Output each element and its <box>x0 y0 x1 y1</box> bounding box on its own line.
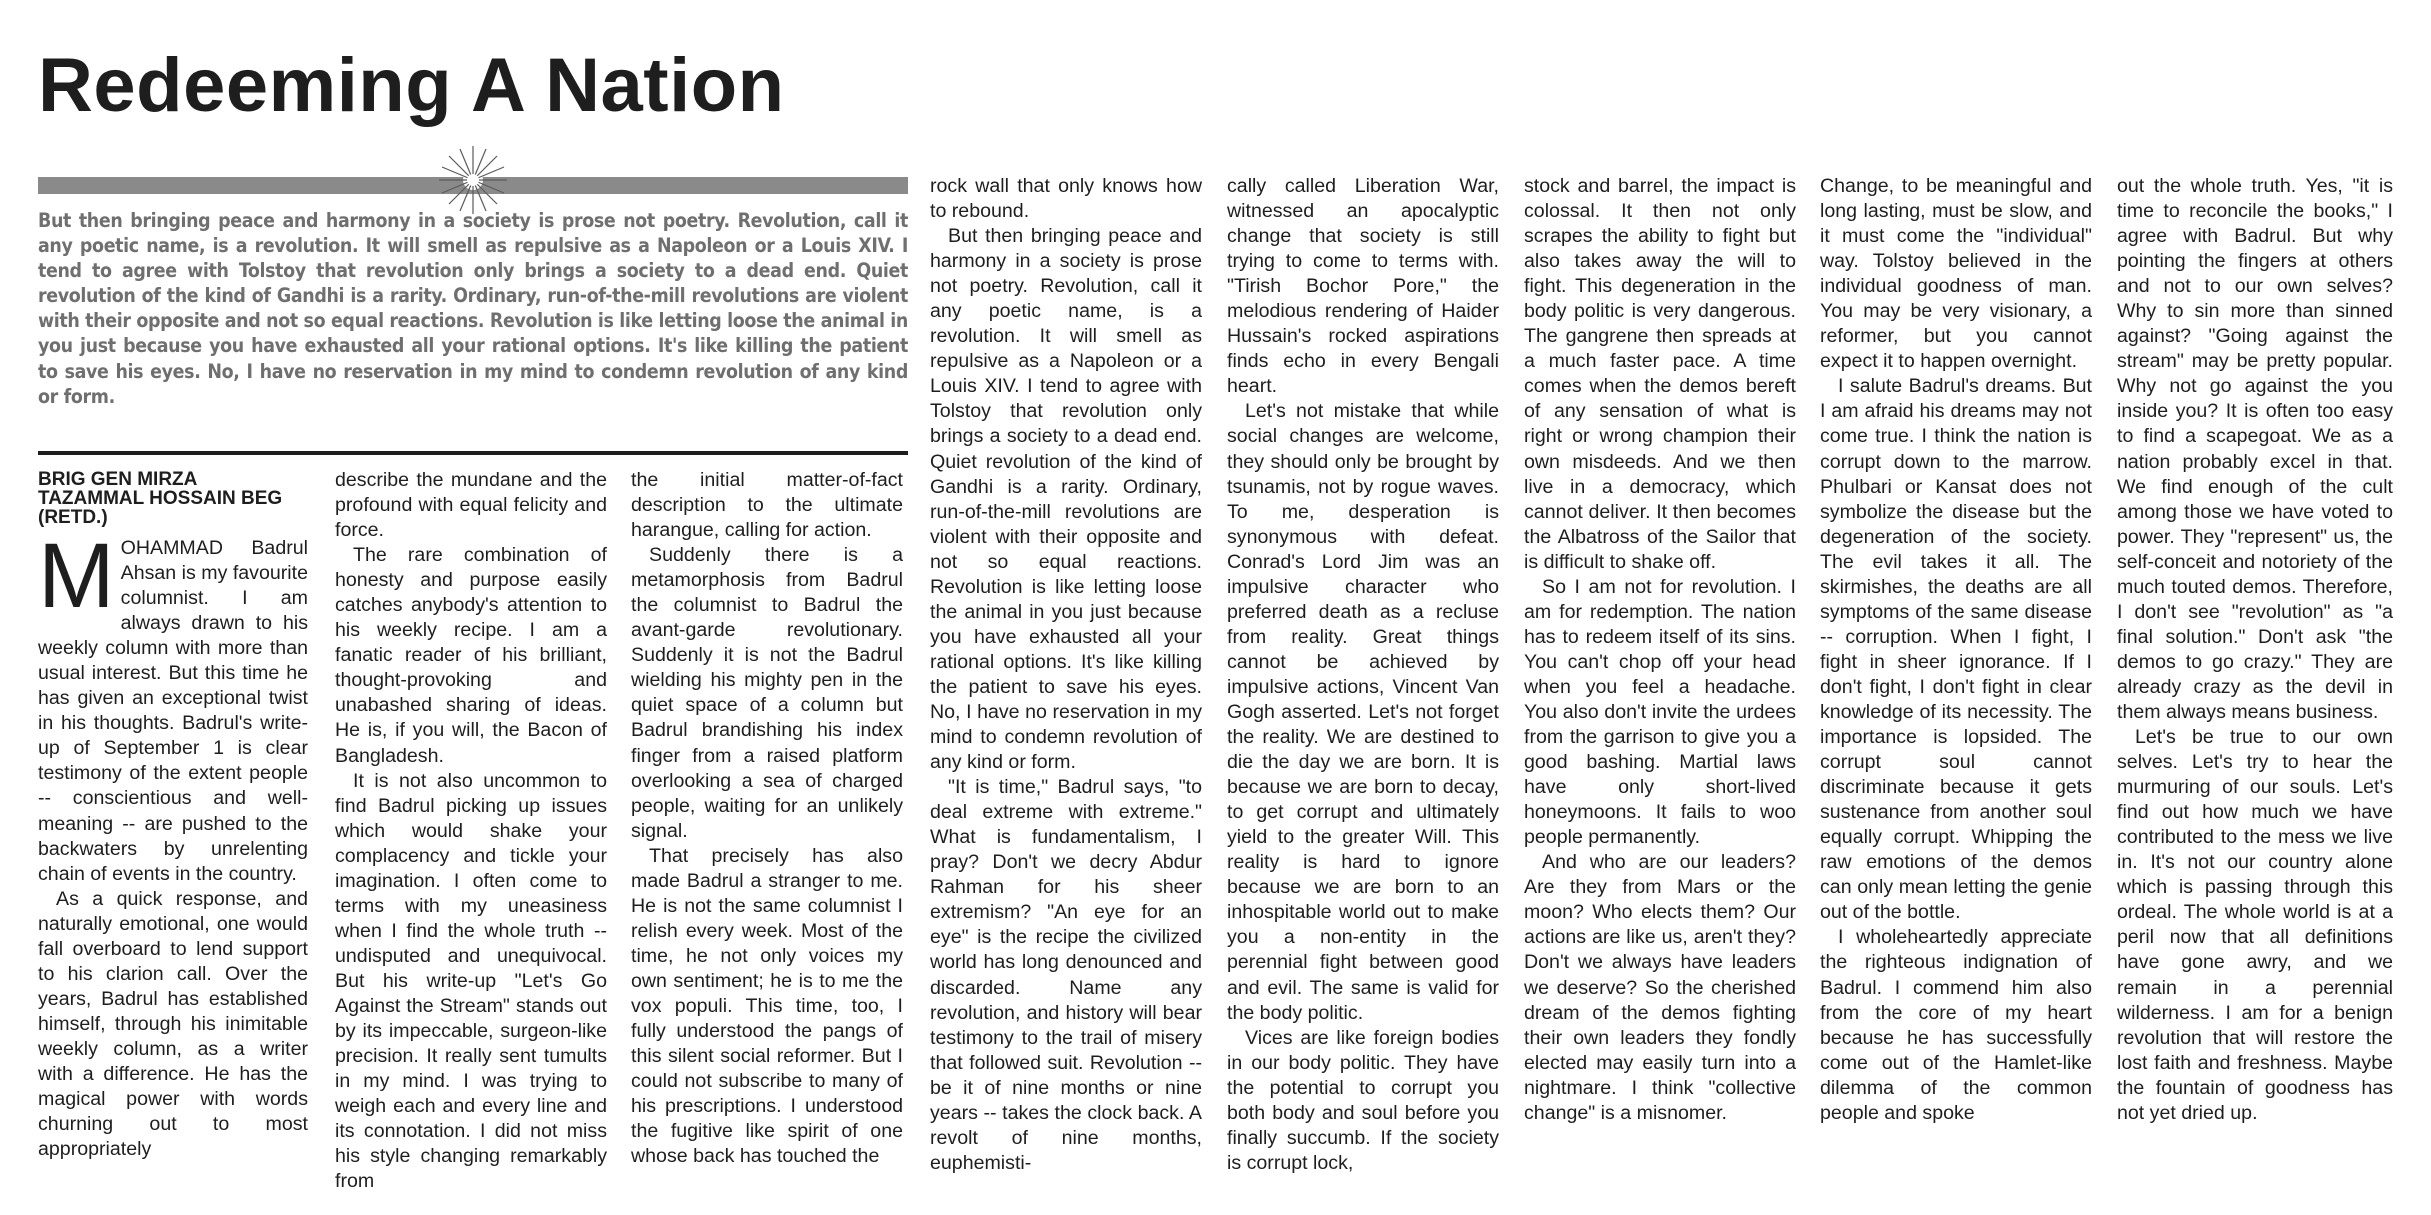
column-4-paragraph-1: rock wall that only knows how to rebound. <box>930 175 1202 223</box>
pull-quote-rule <box>38 451 908 455</box>
article-column-3 <box>631 468 903 1169</box>
article-column-7 <box>1820 174 2092 1126</box>
column-1-paragraph-2: As a quick response, and naturally emotional, one would fall overboard to lend support to his clarion call. Over the years, Badrul has established himself, through his inimitable weekly column, as a writer with a difference. He has the magical power with words churning out to most appropriately <box>38 887 308 1161</box>
column-7-paragraph-3: I wholeheartedly appreciate the righteous indignation of Badrul. I commend him also from the core of my heart because he has successfully come out of the Hamlet-like dilemma of the common people and spoke <box>1820 926 2092 1124</box>
article-column-2 <box>335 468 607 1194</box>
column-3-paragraph-3: That precisely has also made Badrul a stranger to me. He is not the same columnist I relish every week. Most of the time, he not only voices my own sentiment; he is to me the vox populi. This time, too, I fully understood the pangs of this silent social reformer. But I could not subscribe to many of his prescriptions. I understood the fugitive like spirit of one whose back has touched the <box>631 844 903 1168</box>
column-7-paragraph-1: Change, to be meaningful and long lasting, must be slow, and it must come the "individual" way. Tolstoy believed in the individual goodness of man. You may be very visionary, a reformer, but you cannot expect it to happen overnight. <box>1820 175 2092 373</box>
column-1-paragraph-1-text: OHAMMAD Badrul Ahsan is my favourite columnist. I am always drawn to his weekly column with more than usual interest. But this time he has given an exceptional twist in his thoughts. Badrul's write-up of September 1 is clear testimony of the extent people -- conscientious and well-meaning -- are pushed to the backwaters by unrelenting chain of events in the country. <box>38 537 308 885</box>
starburst-icon <box>437 144 509 216</box>
column-8-paragraph-2: Let's be true to our own selves. Let's try to hear the murmuring of our souls. Let's find out how much we have contributed to the mess we live in. It's not our country alone which is passing through this ordeal. The whole world is at a peril now that all definitions have gone awry, and we remain in a perennial wilderness. I am for a benign revolution that will restore the lost faith and freshness. Maybe the fountain of goodness has not yet dried up. <box>2117 726 2393 1124</box>
column-3-paragraph-1: the initial matter-of-fact description to the ultimate harangue, calling for action. <box>631 469 903 542</box>
headline: Redeeming A Nation <box>38 43 785 128</box>
byline <box>38 470 323 527</box>
article-column-4 <box>930 174 1202 1176</box>
article-column-6 <box>1524 174 1796 1126</box>
column-4-paragraph-2: But then bringing peace and harmony in a society is prose not poetry. Revolution, call it any poetic name, is a revolution. It will smell as repulsive as a Napoleon or a Louis XIV. I tend to agree with Tolstoy that revolution only brings a society to a dead end. Quiet revolution of the kind of Gandhi is a rarity. Ordinary, run-of-the-mill revolutions are violent with their opposite and not so equal reactions. Revolution is like letting loose the animal in you just because you have exhausted all your rational options. It's like killing the patient to save his eyes. No, I have no reservation in my mind to condemn revolution of any kind or form. <box>930 225 1202 774</box>
column-5-paragraph-1: cally called Liberation War, witnessed an apocalyptic change that society is still trying to come to terms with. "Tirish Bochor Pore," the melodious rendering of Haider Hussain's rocked aspirations finds echo in every Bengali heart. <box>1227 175 1499 398</box>
article-column-8 <box>2117 174 2393 1126</box>
article-column-5 <box>1227 174 1499 1176</box>
column-8-paragraph-1: out the whole truth. Yes, "it is time to reconcile the books," I agree with Badrul. But why pointing the fingers at others and not to our own selves? Why to sin more than sinned against? "Going against the stream" may be pretty popular. Why not go against the you inside you? It is often too easy to find a scapegoat. We as a nation probably excel in that. We find enough of the cult among those we have voted to power. They "represent" us, the self-conceit and notoriety of the much touted demos. Therefore, I don't see "revolution" as "a final solution." Don't ask "the demos to go crazy." They are already crazy as the devil in them always means business. <box>2117 175 2393 723</box>
column-6-paragraph-2: So I am not for revolution. I am for redemption. The nation has to redeem itself of its sins. You can't chop off your head when you feel a headache. You also don't invite the urdees from the garrison to give you a good bashing. Martial laws have only short-lived honeymoons. It fails to woo people permanently. <box>1524 575 1796 849</box>
drop-cap: M <box>38 525 115 627</box>
column-2-paragraph-3: It is not also uncommon to find Badrul picking up issues which would shake your complacency and tickle your imagination. I often come to terms with my uneasiness when I find the whole truth -- undisputed and unequivocal. But his write-up "Let's Go Against the Stream" stands out by its impeccable, surgeon-like precision. It really sent tumults in my mind. I was trying to weigh each and every line and its connotation. I did not miss his style changing remarkably from <box>335 769 607 1193</box>
column-3-paragraph-2: Suddenly there is a metamorphosis from Badrul the columnist to Badrul the avant-garde revolutionary. Suddenly it is not the Badrul wielding his mighty pen in the quiet space of a column but Badrul brandishing his index finger from a raised platform overlooking a sea of charged people, waiting for an unlikely signal. <box>631 544 903 842</box>
pull-quote: But then bringing peace and harmony in a society is prose not poetry. Revolution, call it any poetic name, is a revolution. It will smell as repulsive as a Napoleon or a Louis XIV. I tend to agree with Tolstoy that revolution only brings a society to a dead end. Quiet revolution of the kind of Gandhi is a rarity. Ordinary, run-of-the-mill revolutions are violent with their opposite and not so equal reactions. Revolution is like letting loose the animal in you just because you have exhausted all your rational options. It's like killing the patient to save his eyes. No, I have no reservation in my mind to condemn revolution of any kind or form. <box>38 209 908 408</box>
column-5-paragraph-2: Let's not mistake that while social changes are welcome, they should only be brought by tsunamis, not by rogue waves. To me, desperation is synonymous with defeat. Conrad's Lord Jim was an impulsive character who preferred death as a recluse from reality. Great things cannot be achieved by impulsive actions, Vincent Van Gogh asserted. Let's not forget the reality. We are destined to die the day we are born. It is because we are born to decay, to get corrupt and ultimately yield to the greater Will. This reality is hard to ignore because we are born to an inhospitable world out to make you a non-entity in the perennial fight between good and evil. The same is valid for the body politic. <box>1227 400 1499 1024</box>
column-7-paragraph-2: I salute Badrul's dreams. But I am afraid his dreams may not come true. I think the nation is corrupt down to the marrow. Phulbari or Kansat does not symbolize the disease but the degeneration of the society. The evil takes it all. The skirmishes, the deaths are all symptoms of the same disease -- corruption. When I fight, I fight in sheer ignorance. If I don't fight, I don't fight in clear knowledge of its necessity. The importance is lopsided. The corrupt soul cannot discriminate because it gets sustenance from another soul equally corrupt. Whipping the raw emotions of the demos can only mean letting the genie out of the bottle. <box>1820 375 2092 924</box>
column-2-paragraph-2: The rare combination of honesty and purpose easily catches anybody's attention to his weekly recipe. I am a fanatic reader of his brilliant, thought-provoking and unabashed sharing of ideas. He is, if you will, the Bacon of Bangladesh. <box>335 544 607 767</box>
byline-line-3: (RETD.) <box>38 507 108 528</box>
column-6-paragraph-3: And who are our leaders? Are they from Mars or the moon? Who elects them? Our actions are like us, aren't they? Don't we always have leaders we deserve? So the cherished dream of the demos fighting their own leaders they fondly elected may easily turn into a nightmare. I think "collective change" is a misnomer. <box>1524 851 1796 1124</box>
byline-line-1: BRIG GEN MIRZA <box>38 469 198 490</box>
column-1-paragraph-1 <box>38 525 308 887</box>
column-4-paragraph-3: "It is time," Badrul says, "to deal extreme with extreme." What is fundamentalism, I pray? Don't we decry Abdur Rahman for his sheer extremism? "An eye for an eye" is the recipe the civilized world has long denounced and discarded. Name any revolution, and history will bear testimony to the trail of misery that followed suit. Revolution -- be it of nine months or nine years -- takes the clock back. A revolt of nine months, euphemisti- <box>930 776 1202 1174</box>
byline-line-2: TAZAMMAL HOSSAIN BEG <box>38 488 283 509</box>
column-5-paragraph-3: Vices are like foreign bodies in our body politic. They have the potential to corrupt you both body and soul before you finally succumb. If the society is corrupt lock, <box>1227 1026 1499 1174</box>
article-column-1 <box>38 525 308 1162</box>
column-6-paragraph-1: stock and barrel, the impact is colossal. It then not only scrapes the ability to fight but also takes away the will to fight. This degeneration in the body politic is very dangerous. The gangrene then spreads at a much faster pace. A time comes when the demos bereft of any sensation of what is right or wrong champion their own misdeeds. And we then live in a democracy, which cannot deliver. It then becomes the Albatross of the Sailor that is difficult to shake off. <box>1524 175 1796 573</box>
column-2-paragraph-1: describe the mundane and the profound with equal felicity and force. <box>335 469 607 542</box>
